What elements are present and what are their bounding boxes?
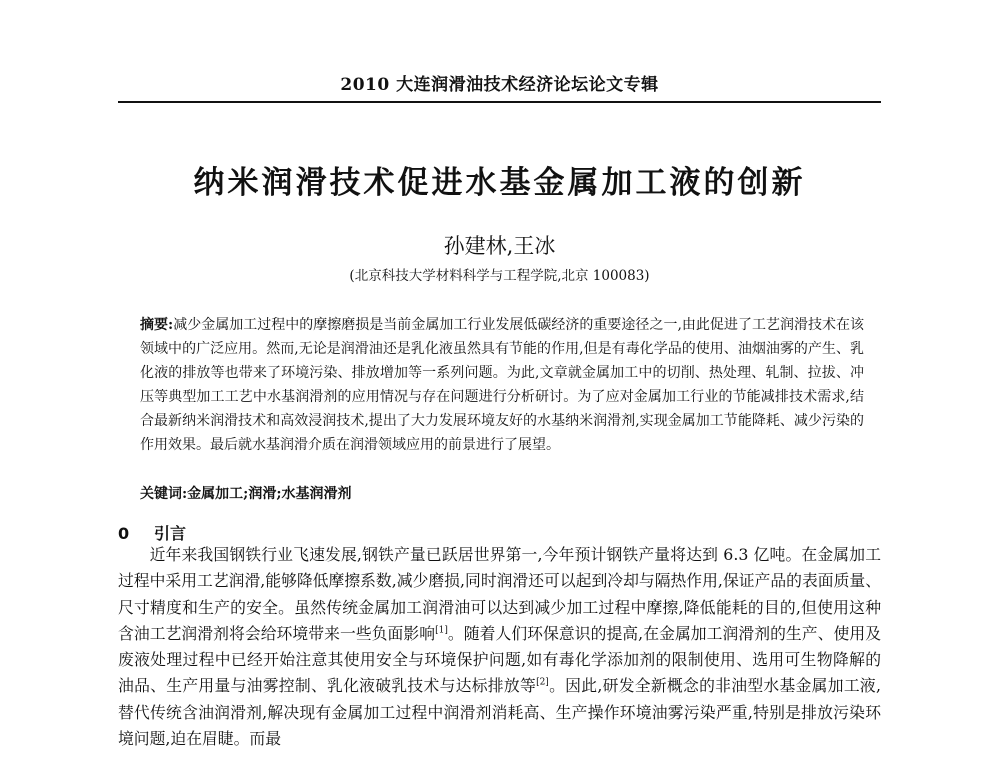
body-text-part-3: 。因此,研发全新概念的非油型水基金属加工液,替代传统含油润滑剂,解决现有金属加工过程中润滑剂消耗高、生产操作环境油雾污染严重,特别是排放污染环境问题,迫在眉睫。而最: [118, 676, 881, 749]
abstract-text: 减少金属加工过程中的摩擦磨损是当前金属加工行业发展低碳经济的重要途径之一,由此促进了工艺润滑技术在该领域中的广泛应用。然而,无论是润滑油还是乳化液虽然具有节能的作用,但是有毒化学品的使用、油烟油雾的产生、乳化液的排放等也带来了环境污染、排放增加等一系列问题。为此,文章就金属加工中的切削、热处理、轧制、拉拔、冲压等典型加工工艺中水基润滑剂的应用情况与存在问题进行分析研讨。为了应对金属加工行业的节能减排技术需求,结合最新纳米润滑技术和高效浸润技术,提出了大力发展环境友好的水基纳米润滑剂,实现金属加工节能降耗、减少污染的作用效果。最后就水基润滑介质在润滑领域应用的前景进行了展望。: [140, 317, 864, 453]
body-text-part-2: 。随着人们环保意识的提高,在金属加工润滑剂的生产、使用及废液处理过程中已经开始注意其使用安全与环境保护问题,如有毒化学添加剂的限制使用、选用可生物降解的油品、生产用量与油雾控制、乳化液破乳技术与达标排放等: [118, 623, 881, 696]
body-text-part-1: 近年来我国钢铁行业飞速发展,钢铁产量已跃居世界第一,今年预计钢铁产量将达到 6.3 亿吨。在金属加工过程中采用工艺润滑,能够降低摩擦系数,减少磨损,同时润滑还可以起到冷却与隔热作用,保证产品的表面质量、尺寸精度和生产的安全。虽然传统金属加工润滑油可以达到减少加工过程中摩擦,降低能耗的目的,但使用这种含油工艺润滑剂将会给环境带来一些负面影响: [118, 545, 881, 643]
section-title: 引言: [154, 524, 187, 543]
section-number: 0: [118, 524, 130, 543]
author-list: 孙建林,王冰: [443, 234, 556, 258]
article-title: 纳米润滑技术促进水基金属加工液的创新: [193, 165, 806, 201]
body-paragraph: [118, 542, 881, 752]
abstract: [140, 313, 864, 457]
running-header: 2010 大连润滑油技术经济论坛论文专辑: [340, 75, 659, 95]
citation-2: [2]: [536, 678, 549, 689]
citation-1: [1]: [435, 625, 448, 636]
keywords-text: 金属加工;润滑;水基润滑剂: [187, 486, 352, 502]
header-rule: [118, 101, 881, 103]
abstract-label: 摘要:: [140, 317, 174, 333]
author-affiliation: (北京科技大学材料科学与工程学院,北京 100083): [349, 268, 650, 284]
section-heading: [118, 521, 186, 544]
keywords-label: 关键词:: [140, 486, 188, 502]
keywords: [140, 483, 864, 503]
